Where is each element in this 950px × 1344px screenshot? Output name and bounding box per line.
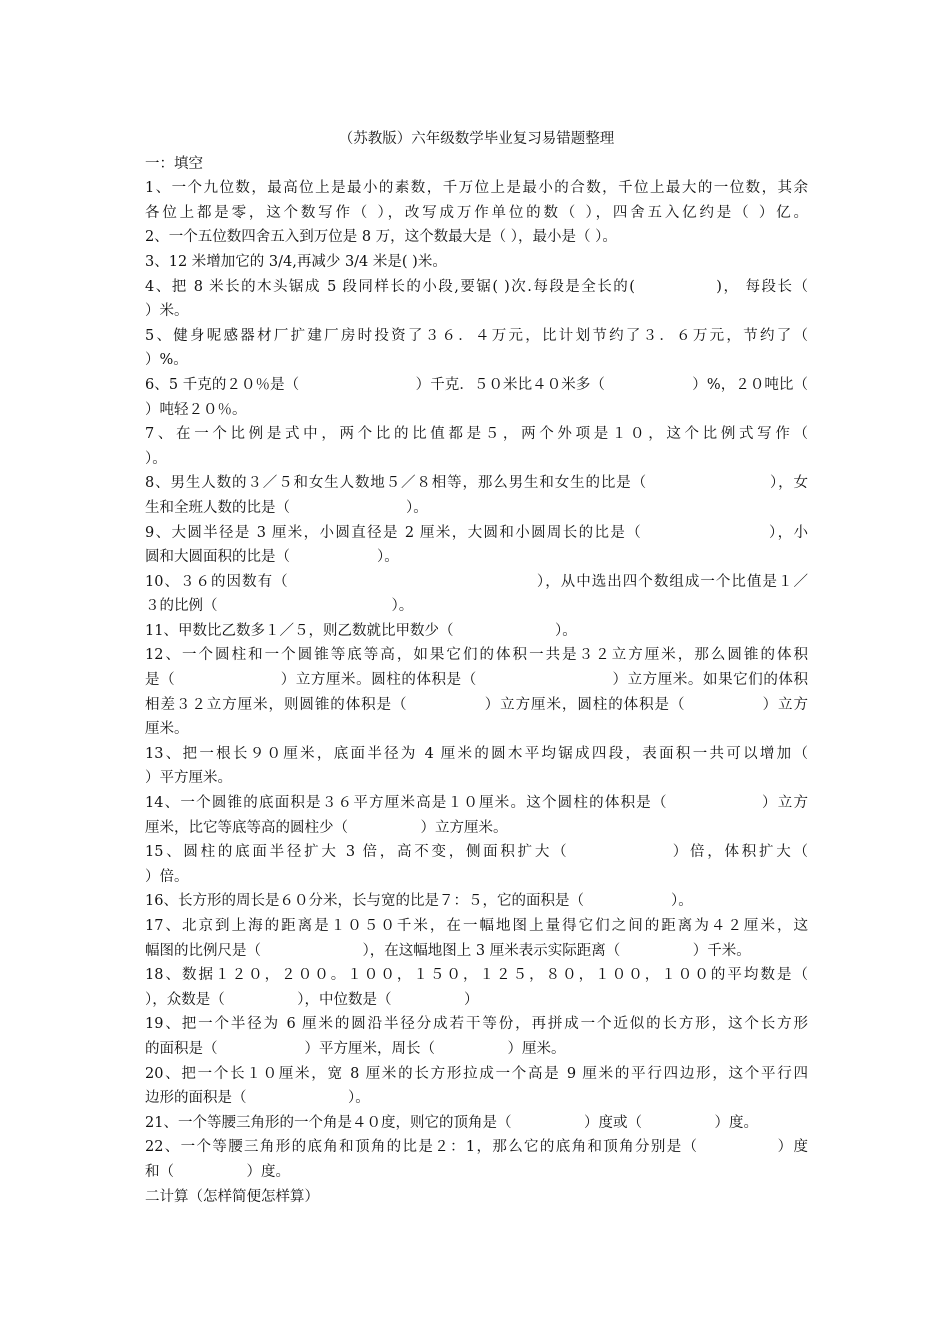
question-line: 6、5 千克的２０％是（ ）千克．５０米比４０米多（ ）%，２０吨比（ (145, 376, 808, 393)
question-line: 19、把一个半径为 6 厘米的圆沿半径分成若干等份，再拼成一个近似的长方形，这个长方形 (145, 1016, 808, 1033)
question-15 (145, 840, 808, 889)
question-line: ）倍。 (145, 868, 189, 885)
question-2 (145, 225, 808, 250)
question-line: 21、一个等腰三角形的一个角是４０度，则它的顶角是（ ）度或（ ）度。 (145, 1114, 758, 1131)
question-line: ），众数是（ ），中位数是（ ） (145, 991, 479, 1008)
question-line: 各位上都是零，这个数写作（ ），改写成万作单位的数（ ），四舍五入亿约是（ ）亿。 (145, 204, 808, 221)
question-line: 2、一个五位数四舍五入到万位是 8 万，这个数最大是（ ），最小是（ ）。 (145, 229, 617, 246)
question-line: 14、一个圆锥的底面积是３６平方厘米高是１０厘米。这个圆柱的体积是（ ）立方 (145, 795, 808, 812)
document-title: （苏教版）六年级数学毕业复习易错题整理 (338, 131, 615, 147)
question-line: 相差３２立方厘米，则圆锥的体积是（ ）立方厘米，圆柱的体积是（ ）立方 (145, 696, 808, 713)
question-5 (145, 324, 808, 373)
question-12 (145, 643, 808, 741)
question-line: 15、圆柱的底面半径扩大 3 倍，高不变，侧面积扩大（ ）倍，体积扩大（ (145, 844, 808, 861)
question-17 (145, 914, 808, 963)
question-line: 边形的面积是（ ）。 (145, 1090, 370, 1107)
question-9 (145, 521, 808, 570)
question-22 (145, 1135, 808, 1184)
question-line: 生和全班人数的比是（ ）。 (145, 499, 428, 516)
question-line: 9、大圆半径是 3 厘米，小圆直径是 2 厘米，大圆和小圆周长的比是（ ），小 (145, 524, 808, 541)
question-19 (145, 1012, 808, 1061)
question-line: 厘米。 (145, 721, 189, 738)
question-line: 3、12 米增加它的 3/4,再减少 3/4 米是( )米。 (145, 253, 447, 270)
question-1 (145, 176, 808, 225)
question-line: ）吨轻２０％。 (145, 401, 247, 418)
question-line: 1、一个九位数，最高位上是最小的素数，千万位上是最小的合数，千位上最大的一位数，其余 (145, 180, 808, 197)
question-line: 和（ ）度。 (145, 1163, 290, 1180)
question-21 (145, 1111, 808, 1136)
question-line: 10、３６的因数有（ ），从中选出四个数组成一个比值是１／ (145, 573, 808, 590)
question-8 (145, 471, 808, 520)
question-line: 厘米，比它等底等高的圆柱少（ ）立方厘米。 (145, 819, 508, 836)
question-18 (145, 963, 808, 1012)
question-line: 4、把 8 米长的木头锯成 5 段同样长的小段,要锯( )次.每段是全长的( )， 每段长（ (145, 278, 808, 295)
question-10 (145, 570, 808, 619)
document-page (145, 127, 808, 1209)
question-14 (145, 791, 808, 840)
question-line: 12、一个圆柱和一个圆锥等底等高，如果它们的体积一共是３２立方厘米，那么圆锥的体积 (145, 647, 808, 664)
question-line: 7、在一个比例是式中，两个比的比值都是５，两个外项是１０，这个比例式写作（ (145, 426, 808, 443)
question-line: 18、数据１２０，２００。１００，１５０，１２５，８０，１００，１００的平均数是（ (145, 967, 808, 984)
section-heading-fill-blank: 一：填空 (145, 155, 203, 172)
question-line: 22、一个等腰三角形的底角和顶角的比是２：1，那么它的底角和顶角分别是（ ）度 (145, 1139, 808, 1156)
question-line: ３的比例（ ）。 (145, 598, 414, 615)
question-7 (145, 422, 808, 471)
question-20 (145, 1062, 808, 1111)
question-line: 11、甲数比乙数多１／５，则乙数就比甲数少（ ）。 (145, 622, 577, 639)
question-11 (145, 619, 808, 644)
question-line: ）。 (145, 450, 167, 467)
question-6 (145, 373, 808, 422)
question-16 (145, 889, 808, 914)
question-line: 13、把一根长９０厘米，底面半径为 4 厘米的圆木平均锯成四段，表面积一共可以增加（ (145, 745, 808, 762)
question-line: 16、长方形的周长是６０分米，长与宽的比是７：５，它的面积是（ ）。 (145, 893, 693, 910)
question-line: 幅图的比例尺是（ ），在这幅地图上 3 厘米表示实际距离（ ）千米。 (145, 942, 751, 959)
question-3 (145, 250, 808, 275)
question-line: 5、健身呢感器材厂扩建厂房时投资了３６．４万元，比计划节约了３．６万元，节约了（ (145, 327, 808, 344)
question-line: ）米。 (145, 303, 189, 320)
question-line: 8、男生人数的３／５和女生人数地５／８相等，那么男生和女生的比是（ ），女 (145, 475, 808, 492)
question-line: ）平方厘米。 (145, 770, 232, 787)
question-line: 圆和大圆面积的比是（ ）。 (145, 549, 399, 566)
question-line: 的面积是（ ）平方厘米，周长（ ）厘米。 (145, 1040, 566, 1057)
question-4 (145, 275, 808, 324)
question-13 (145, 742, 808, 791)
question-line: ）%。 (145, 352, 188, 369)
section-heading-calculation: 二计算（怎样简便怎样算） (145, 1188, 319, 1205)
question-line: 是（ ）立方厘米。圆柱的体积是（ ）立方厘米。如果它们的体积 (145, 672, 808, 689)
question-line: 20、把一个长１０厘米，宽 8 厘米的长方形拉成一个高是 9 厘米的平行四边形，这个平行四 (145, 1065, 808, 1082)
question-line: 17、北京到上海的距离是１０５０千米，在一幅地图上量得它们之间的距离为４２厘米，这 (145, 918, 808, 934)
